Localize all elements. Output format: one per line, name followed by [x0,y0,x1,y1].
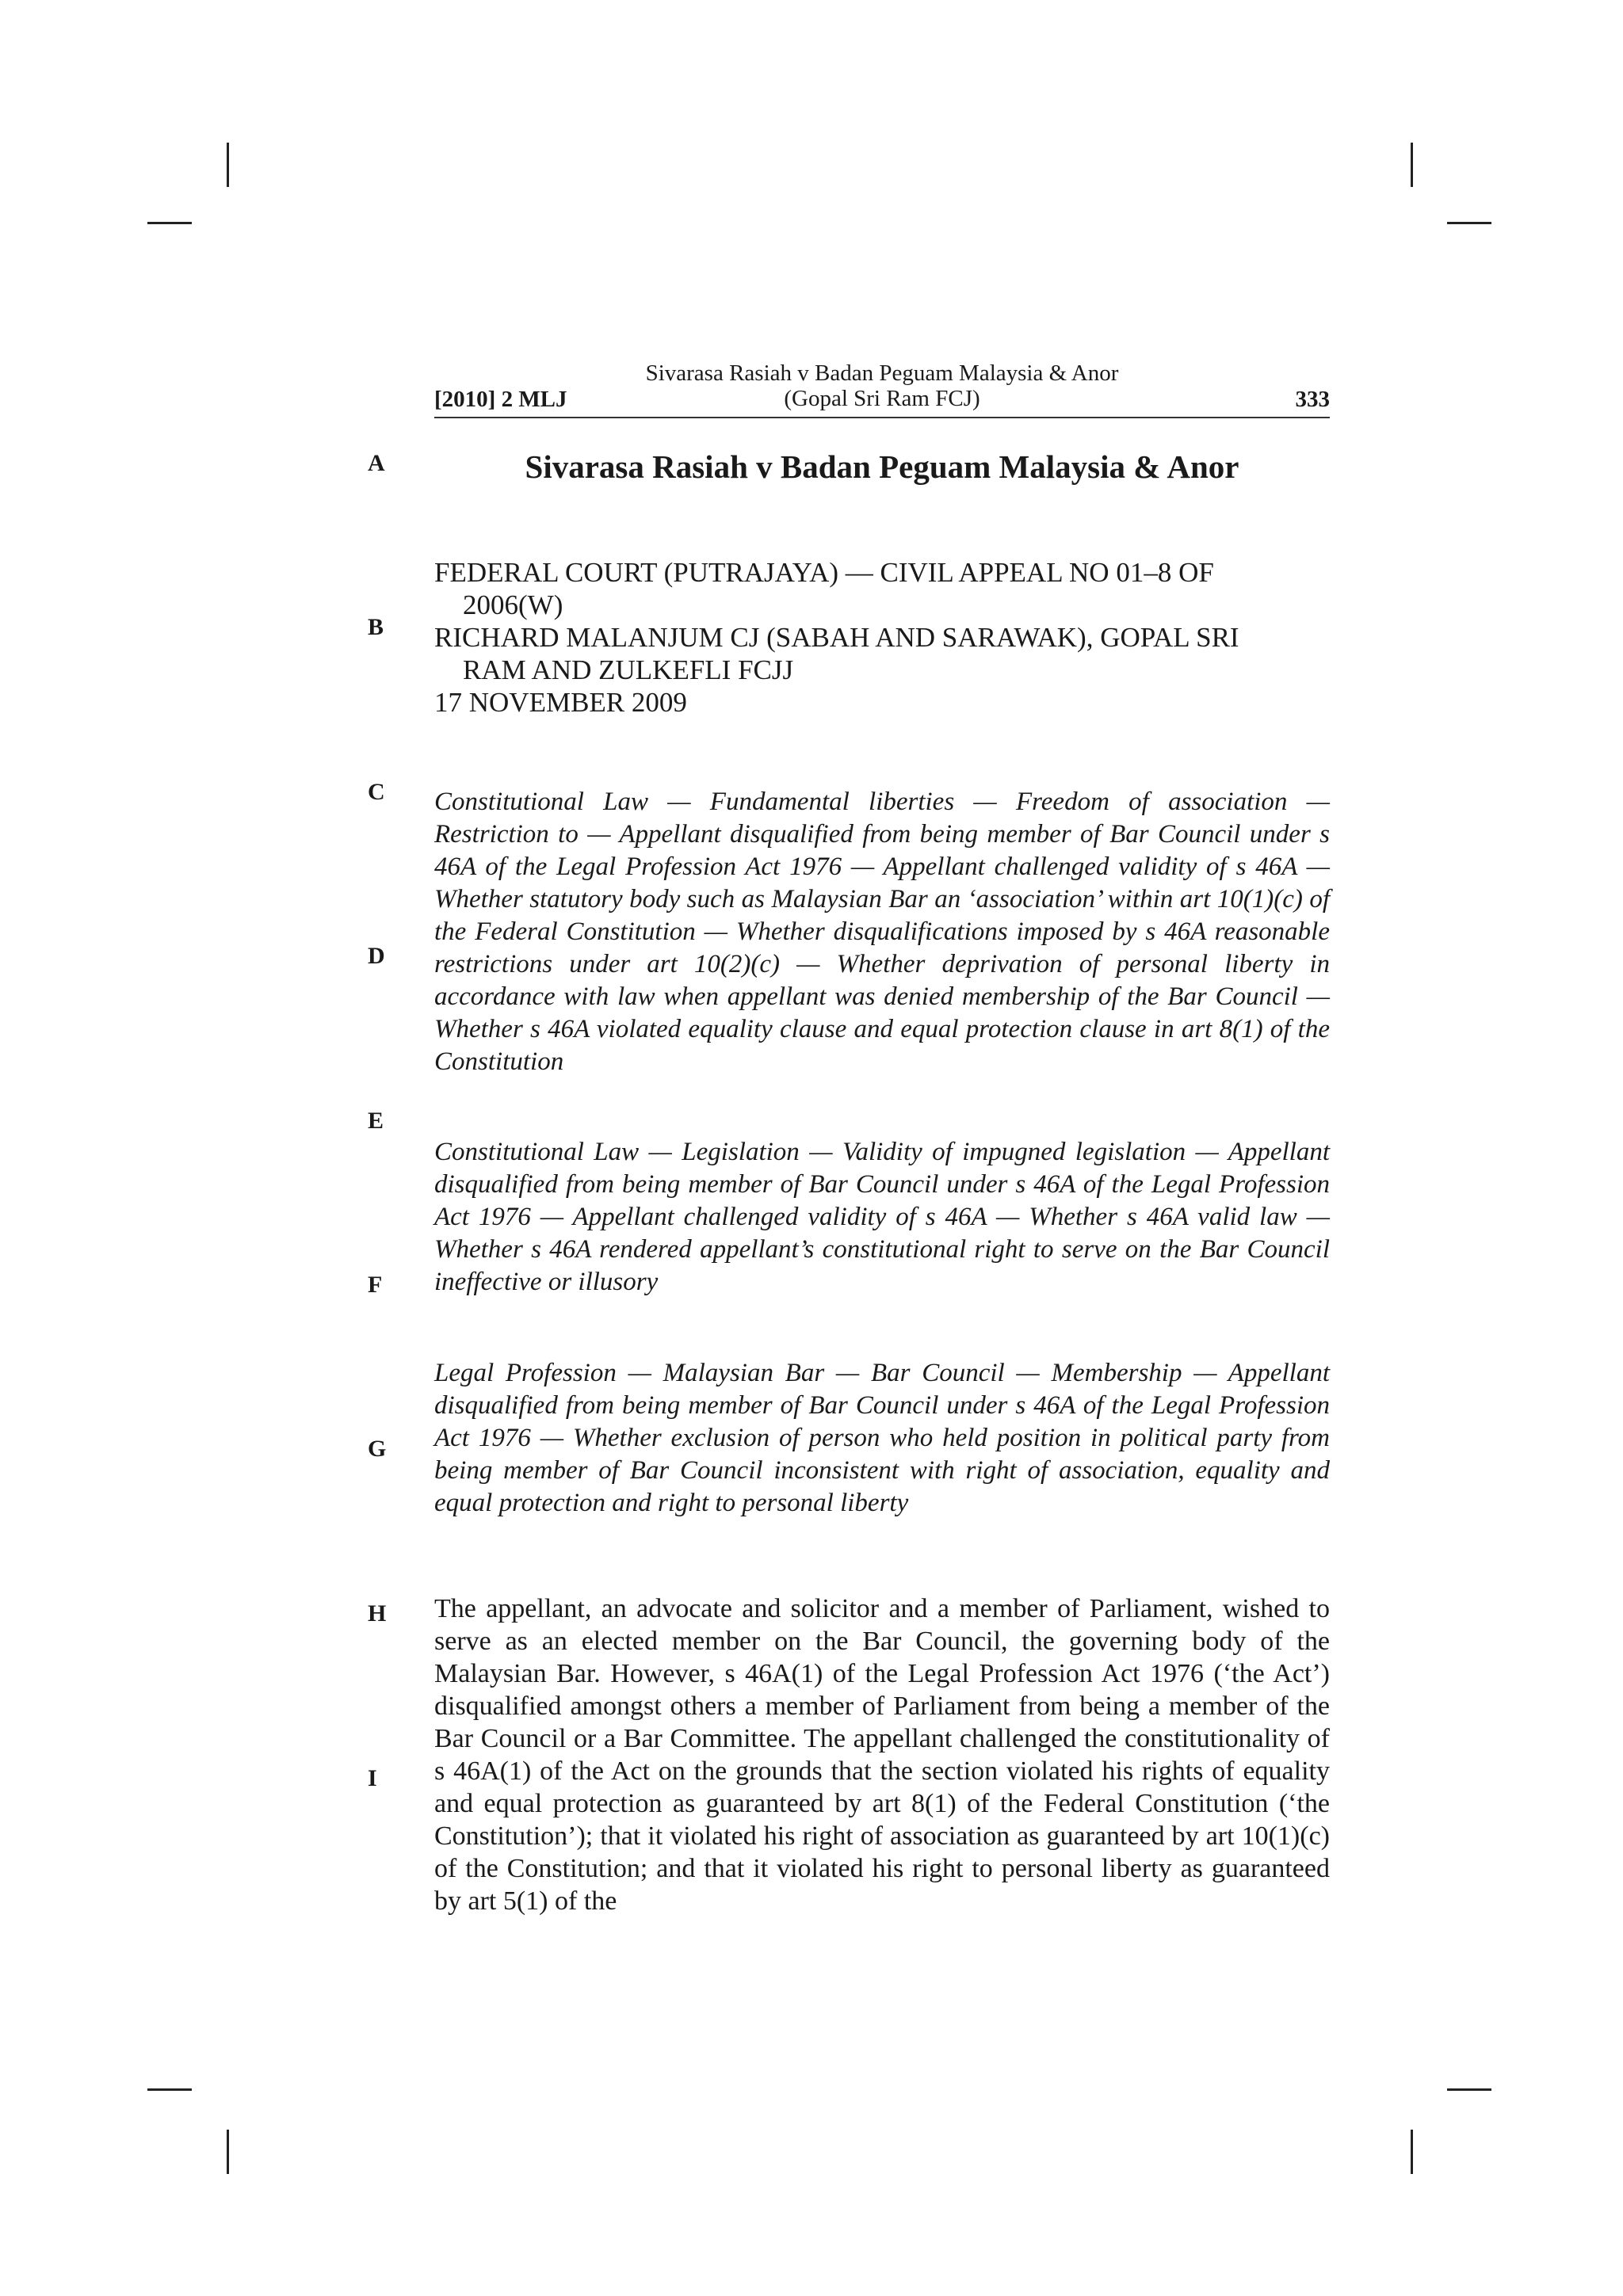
crop-mark-bottom-right-vertical [1411,2130,1413,2174]
margin-letter-h: H [368,1600,387,1627]
header-rule [434,417,1330,418]
crop-mark-top-left-vertical [227,143,229,187]
catchword-paragraph-3: Legal Profession — Malaysian Bar — Bar Council — Membership — Appellant disqualified from being member of Bar Council under s 46A of the Legal Profession Act 1976 — Whether exclusion of person who held position in political party from being member of Bar Council inconsistent with right of association, equality and equal protection and right to personal liberty [434,1359,1330,1517]
margin-letter-i: I [368,1765,377,1791]
judgment-date: 17 NOVEMBER 2009 [434,687,687,718]
margin-letter-e: E [368,1108,384,1134]
page-number: 333 [1295,387,1330,412]
report-citation: [2010] 2 MLJ [434,387,567,412]
catchword-paragraph-1: Constitutional Law — Fundamental liberties — Freedom of association — Restriction to — Appellant disqualified from being member of Bar Council under s 46A of the Legal Profession Act 1976 — Appellant challenged validity of s 46A — Whether statutory body such as Malaysian Bar an ‘association’ within art 10(1)(c) of the Federal Constitution — Whether disqualifications imposed by s 46A reasonable restrictions under art 10(2)(c) — Whether deprivation of personal liberty in accordance with law when appellant was denied membership of the Bar Council — Whether s 46A violated equality clause and equal protection clause in art 8(1) of the Constitution [434,788,1330,1076]
crop-mark-top-right-horizontal [1447,222,1491,224]
running-title-line2: (Gopal Sri Ram FCJ) [784,386,980,411]
headnote-paragraph: The appellant, an advocate and solicitor and a member of Parliament, wished to serve as an elected member on the Bar Council, the governing body of the Malaysian Bar. However, s 46A(1) of the Legal Profession Act 1976 (‘the Act’) disqualified amongst others a member of Parliament from being a member of the Bar Council or a Bar Committee. The appellant challenged the constitutionality of s 46A(1) of the Act on the grounds that the section violated his rights of equality and equal protection as guaranteed by art 8(1) of the Federal Constitution (‘the Constitution’); that it violated his right of association as guaranteed by art 10(1)(c) of the Constitution; and that it violated his right to personal liberty as guaranteed by art 5(1) of the [434,1594,1330,1916]
crop-mark-bottom-right-horizontal [1447,2088,1491,2091]
court-appeal-line: FEDERAL COURT (PUTRAJAYA) — CIVIL APPEAL NO 01–8 OF [434,557,1214,588]
catchword-paragraph-2: Constitutional Law — Legislation — Validity of impugned legislation — Appellant disqualified from being member of Bar Council under s 46A of the Legal Profession Act 1976 — Appellant challenged validity of s 46A — Whether s 46A valid law — Whether s 46A rendered appellant’s constitutional right to serve on the Bar Council ineffective or illusory [434,1138,1330,1296]
running-header [434,360,1330,416]
court-details [434,556,1330,719]
margin-letter-b: B [368,614,384,640]
crop-mark-top-left-horizontal [147,222,192,224]
case-title: Sivarasa Rasiah v Badan Peguam Malaysia & Anor [525,448,1239,485]
court-appeal-line-cont: 2006(W) [463,589,563,620]
margin-letter-d: D [368,943,385,969]
crop-mark-top-right-vertical [1411,143,1413,187]
margin-letter-a: A [368,450,385,476]
running-title-line1: Sivarasa Rasiah v Badan Peguam Malaysia & Anor [645,360,1119,386]
coram-line-cont: RAM AND ZULKEFLI FCJJ [463,654,794,685]
running-title [434,360,1330,411]
crop-mark-bottom-left-horizontal [147,2088,192,2091]
margin-letter-f: F [368,1272,383,1298]
margin-letter-c: C [368,779,385,805]
crop-mark-bottom-left-vertical [227,2130,229,2174]
coram-line: RICHARD MALANJUM CJ (SABAH AND SARAWAK), GOPAL SRI [434,622,1239,653]
margin-letter-g: G [368,1436,387,1462]
